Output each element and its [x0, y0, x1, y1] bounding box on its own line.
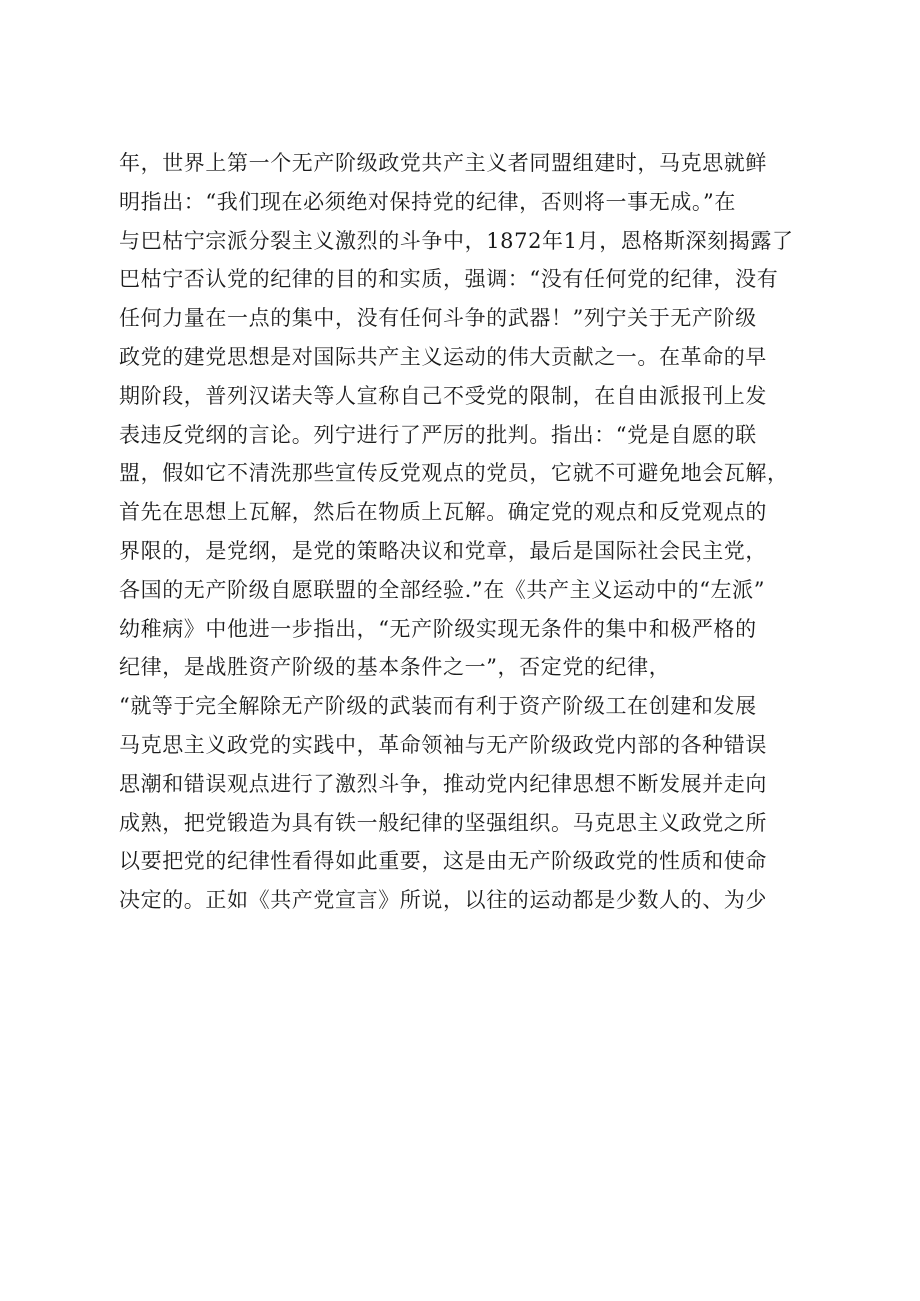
- text-line: 与巴枯宁宗派分裂主义激烈的斗争中，1872年1月，恩格斯深刻揭露了: [119, 228, 794, 253]
- text-line: 巴枯宁否认党的纪律的目的和实质，强调：“没有任何党的纪律，没有: [119, 267, 779, 292]
- text-line: 思潮和错误观点进行了激烈斗争，推动党内纪律思想不断发展并走向: [119, 771, 767, 796]
- text-line: 表违反党纲的言论。列宁进行了严厉的批判。指出：“党是自愿的联: [119, 422, 757, 447]
- text-line: 政党的建党思想是对国际共产主义运动的伟大贡献之一。在革命的早: [119, 344, 767, 369]
- text-line: 以要把党的纪律性看得如此重要，这是由无产阶级政党的性质和使命: [119, 849, 767, 874]
- text-line: 明指出：“我们现在必须绝对保持党的纪律，否则将一事无成。”在: [119, 189, 736, 214]
- text-line: 纪律，是战胜资产阶级的基本条件之一”，否定党的纪律，: [119, 655, 671, 680]
- text-line: 期阶段，普列汉诺夫等人宣称自己不受党的限制，在自由派报刊上发: [119, 383, 767, 408]
- text-line: 任何力量在一点的集中，没有任何斗争的武器！”列宁关于无产阶级: [119, 306, 757, 331]
- text-line: 首先在思想上瓦解，然后在物质上瓦解。确定党的观点和反党观点的: [119, 500, 767, 525]
- text-line: 年，世界上第一个无产阶级政党共产主义者同盟组建时，马克思就鲜: [119, 151, 767, 175]
- text-line: 界限的，是党纲，是党的策略决议和党章，最后是国际社会民主党，: [119, 538, 767, 563]
- body-text: [119, 144, 819, 920]
- text-line: 盟，假如它不清洗那些宣传反党观点的党员，它就不可避免地会瓦解，: [119, 461, 789, 486]
- text-line: 幼稚病》中他进一步指出，“无产阶级实现无条件的集中和极严格的: [119, 616, 757, 641]
- text-line: 决定的。正如《共产党宣言》所说，以往的运动都是少数人的、为少: [119, 888, 767, 913]
- text-line: 各国的无产阶级自愿联盟的全部经验.”在《共产主义运动中的“左派”: [119, 577, 766, 602]
- text-line: “就等于完全解除无产阶级的武装而有利于资产阶级工在创建和发展: [119, 694, 757, 719]
- text-line: 马克思主义政党的实践中，革命领袖与无产阶级政党内部的各种错误: [119, 732, 767, 757]
- text-line: 成熟，把党锻造为具有铁一般纪律的坚强组织。马克思主义政党之所: [119, 810, 767, 835]
